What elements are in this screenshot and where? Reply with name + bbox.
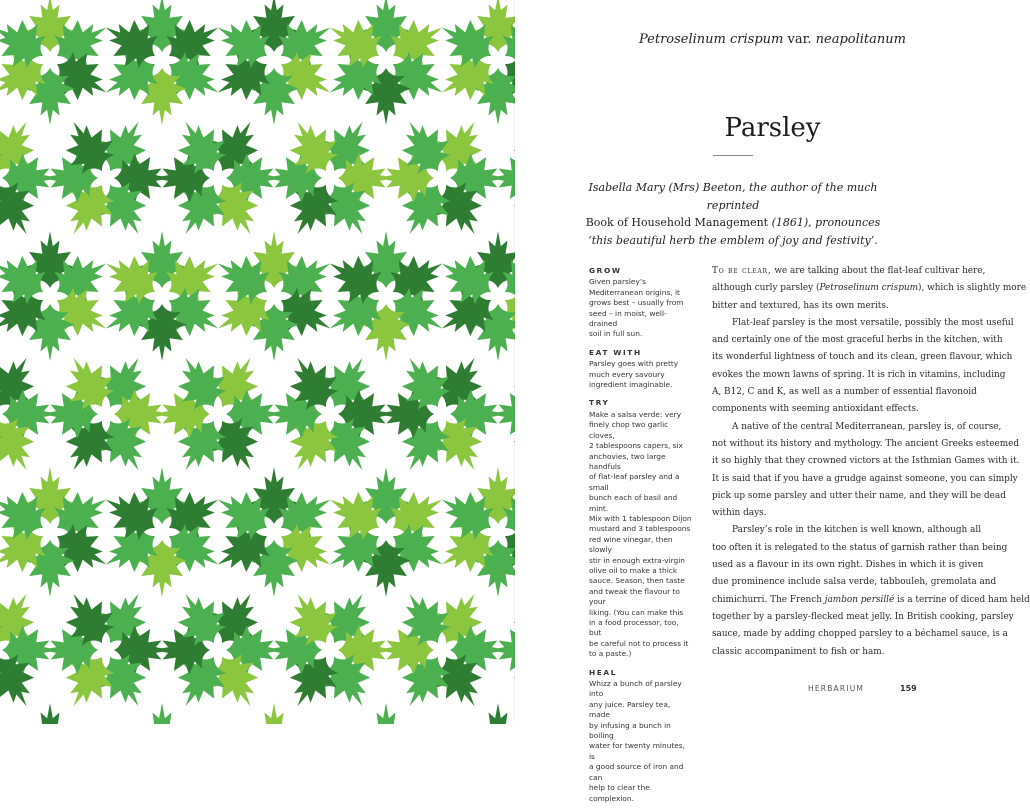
leaf-rosette	[153, 581, 283, 718]
sidebar-line: grows best – usually from	[589, 298, 684, 308]
sidebar-section-try	[589, 398, 693, 659]
leaf-rosette	[429, 0, 515, 125]
sidebar-heading: TRY	[589, 398, 610, 408]
parsley-leaf-icon	[25, 703, 74, 724]
parsley-leaf-icon	[0, 714, 7, 724]
body-line: pick up some parsley and utter their name, and they will be dead	[712, 490, 1006, 501]
sidebar-section-eat-with	[589, 348, 693, 391]
sidebar-line: of flat-leaf parsley and a small	[589, 472, 680, 492]
title-divider	[713, 155, 753, 156]
parsley-leaf-icon	[52, 0, 123, 11]
body-line: sauce, made by adding chopped parsley to a béchamel sauce, is a	[712, 629, 1008, 640]
sidebar-line: a good source of iron and can	[589, 762, 684, 782]
leaf-rosette	[93, 231, 230, 361]
leaf-rosette	[265, 345, 395, 482]
body-line: although curly parsley (Petroselinum crispum), which is slightly more	[712, 283, 1027, 294]
leaf-rosette	[265, 109, 395, 246]
body-line: A, B12, C and K, as well as a number of essential flavonoid	[712, 387, 977, 398]
body-line: evokes the mown lawns of spring. It is rich in vitamins, including	[712, 369, 1006, 380]
sidebar-section-grow	[589, 266, 693, 340]
sidebar-line: in a food processor, too, but	[589, 618, 679, 638]
parsley-leaf-icon	[164, 0, 235, 11]
sidebar-line: and tweak the flavour to your	[589, 586, 680, 607]
parsley-leaf-icon	[361, 703, 410, 724]
sidebar-line: bunch each of basil and mint.	[589, 493, 678, 513]
body-line: classic accompaniment to fish or ham.	[712, 646, 885, 657]
body-line: A native of the central Mediterranean, parsley is, of course,	[732, 421, 1002, 432]
sidebar-line: Parsley goes with pretty	[589, 359, 679, 369]
leaf-rosette	[377, 0, 507, 11]
body-text	[712, 263, 1030, 661]
body-line: not without its history and mythology. The ancient Greeks esteemed	[712, 438, 1020, 449]
parsley-leaf-icon	[89, 0, 160, 11]
body-line: components with seeming antioxidant effects.	[712, 404, 919, 415]
sidebar-line: seed – in moist, well-drained	[589, 308, 667, 329]
parsley-leaf-icon	[425, 0, 496, 11]
leaf-rosette	[0, 0, 7, 125]
sidebar-heading: EAT WITH	[589, 347, 642, 357]
leaf-rosette	[429, 703, 515, 724]
sidebar-line: Mediterranean origins, it	[589, 287, 680, 297]
leaf-rosette	[0, 703, 119, 724]
sidebar-heading: HEAL	[589, 667, 618, 677]
parsley-leaf-icon	[276, 0, 347, 11]
body-line: and certainly one of the most graceful herbs in the kitchen, with	[712, 335, 1003, 346]
leaf-rosette	[205, 703, 342, 724]
body-line: due prominence include salsa verde, tabbouleh, gremolata and	[712, 577, 997, 588]
leaf-rosette	[93, 0, 230, 125]
leaf-rosette	[317, 231, 454, 361]
body-line: together by a parsley-flecked meat jelly. In British cooking, parsley	[712, 611, 1014, 622]
sidebar-line: soil in full sun.	[589, 329, 643, 339]
body-line: its wonderful lightness of touch and its clean, green flavour, which	[712, 352, 1013, 363]
sidebar-line: Mix with 1 tablespoon Dijon	[589, 513, 692, 523]
leaf-rosette	[489, 345, 515, 482]
sidebar-line: red wine vinegar, then slowly	[589, 534, 673, 555]
sidebar-line: sauce. Season, then taste	[589, 576, 685, 586]
parsley-leaf-pattern-illustration	[0, 0, 515, 724]
leaf-rosette	[0, 703, 7, 724]
sidebar-line: stir in enough extra-virgin	[589, 555, 685, 565]
body-line: Flat-leaf parsley is the most versatile, possibly the most useful	[732, 317, 1014, 328]
sidebar-line: Make a salsa verde: very	[589, 409, 682, 419]
body-line: used as a flavour in its own right. Dishes in which it is given	[712, 560, 984, 571]
text-page	[515, 0, 1030, 803]
sidebar-line: by infusing a bunch in boiling	[589, 720, 671, 741]
leaf-rosette	[377, 345, 507, 482]
parsley-leaf-icon	[388, 0, 459, 11]
sidebar-line: be careful not to process it	[589, 638, 689, 648]
leaf-rosette	[265, 581, 395, 718]
leaf-rosette	[489, 109, 515, 246]
parsley-leaf-icon	[249, 703, 298, 724]
leaf-rosette	[93, 467, 230, 597]
leaf-rosette	[489, 581, 515, 718]
leaf-rosette	[93, 703, 230, 724]
leaf-rosette	[153, 345, 283, 482]
latin-name: Petroselinum crispum var. neapolitanum	[639, 32, 906, 47]
sidebar-line: anchovies, two large handfuls	[589, 451, 666, 471]
leaf-rosette	[377, 109, 507, 246]
leaf-rosette	[429, 231, 515, 361]
parsley-leaf-icon	[313, 0, 384, 11]
parsley-leaf-icon	[489, 153, 515, 202]
parsley-leaf-icon	[489, 389, 515, 438]
leaf-rosette	[317, 467, 454, 597]
leaf-rosette	[41, 581, 171, 718]
sidebar-tips	[589, 266, 693, 812]
intro-quote: Isabella Mary (Mrs) Beeton, the author of the much reprinted Book of Household Management (1861), pronounces ‘this beautiful herb the emblem of joy and festivity’.	[585, 181, 881, 247]
leaf-rosette	[205, 231, 342, 361]
sidebar-line: 2 tablespoons capers, six	[589, 441, 683, 451]
sidebar-heading: GROW	[589, 266, 622, 275]
body-line: To be clear, we are talking about the flat-leaf cultivar here,	[712, 266, 986, 276]
leaf-rosette	[265, 0, 395, 11]
leaf-rosette	[205, 0, 342, 125]
footer-section-label: HERBARIUM	[808, 684, 865, 693]
body-line: too often it is relegated to the status of garnish rather than being	[712, 542, 1008, 553]
leaf-rosette	[377, 581, 507, 718]
leaf-rosette	[0, 231, 7, 361]
page-number: 159	[900, 684, 917, 693]
parsley-leaf-icon	[201, 0, 272, 11]
sidebar-line: to a paste.)	[589, 649, 632, 659]
leaf-rosette	[205, 467, 342, 597]
parsley-leaf-icon	[489, 625, 515, 674]
sidebar-line: water for twenty minutes, is	[589, 741, 685, 761]
parsley-leaf-pattern-page	[0, 0, 515, 724]
body-line: It is said that if you have a grudge against someone, you can simply	[712, 473, 1018, 484]
parsley-leaf-icon	[473, 703, 515, 724]
sidebar-line: Whizz a bunch of parsley into	[589, 679, 682, 699]
leaf-rosette	[153, 0, 283, 11]
body-line: within days.	[712, 508, 767, 519]
sidebar-line: Given parsley’s	[589, 277, 647, 287]
sidebar-line: much every savoury	[589, 369, 665, 379]
leaf-rosette	[317, 0, 454, 125]
page-title: Parsley	[724, 113, 821, 143]
leaf-rosette	[317, 703, 454, 724]
sidebar-section-heal	[589, 668, 693, 804]
sidebar-line: mustard and 3 tablespoons	[589, 524, 691, 534]
leaf-rosette	[153, 109, 283, 246]
body-line: bitter and textured, has its own merits.	[712, 300, 889, 311]
sidebar-line: finely chop two garlic cloves,	[589, 420, 669, 440]
body-line: Parsley’s role in the kitchen is well known, although all	[732, 525, 982, 536]
leaf-rosette	[429, 467, 515, 597]
sidebar-line: ingredient imaginable.	[589, 380, 673, 390]
parsley-leaf-icon	[0, 0, 11, 11]
leaf-rosette	[41, 0, 171, 11]
sidebar-line: any juice. Parsley tea, made	[589, 699, 671, 720]
leaf-rosette	[0, 231, 119, 361]
sidebar-line: liking. (You can make this	[589, 607, 684, 617]
sidebar-line: olive oil to make a thick	[589, 565, 678, 575]
leaf-rosette	[41, 345, 171, 482]
leaf-rosette	[0, 467, 7, 597]
body-line: it so highly that they crowned victors at the Isthmian Games with it.	[712, 456, 1020, 467]
body-line: chimichurri. The French jambon persillé is a terrine of diced ham held	[712, 594, 1030, 605]
parsley-leaf-icon	[137, 703, 186, 724]
leaf-rosette	[0, 0, 119, 125]
leaf-rosette	[41, 109, 171, 246]
leaf-rosette	[0, 467, 119, 597]
sidebar-line: help to clear the complexion.	[589, 783, 650, 803]
